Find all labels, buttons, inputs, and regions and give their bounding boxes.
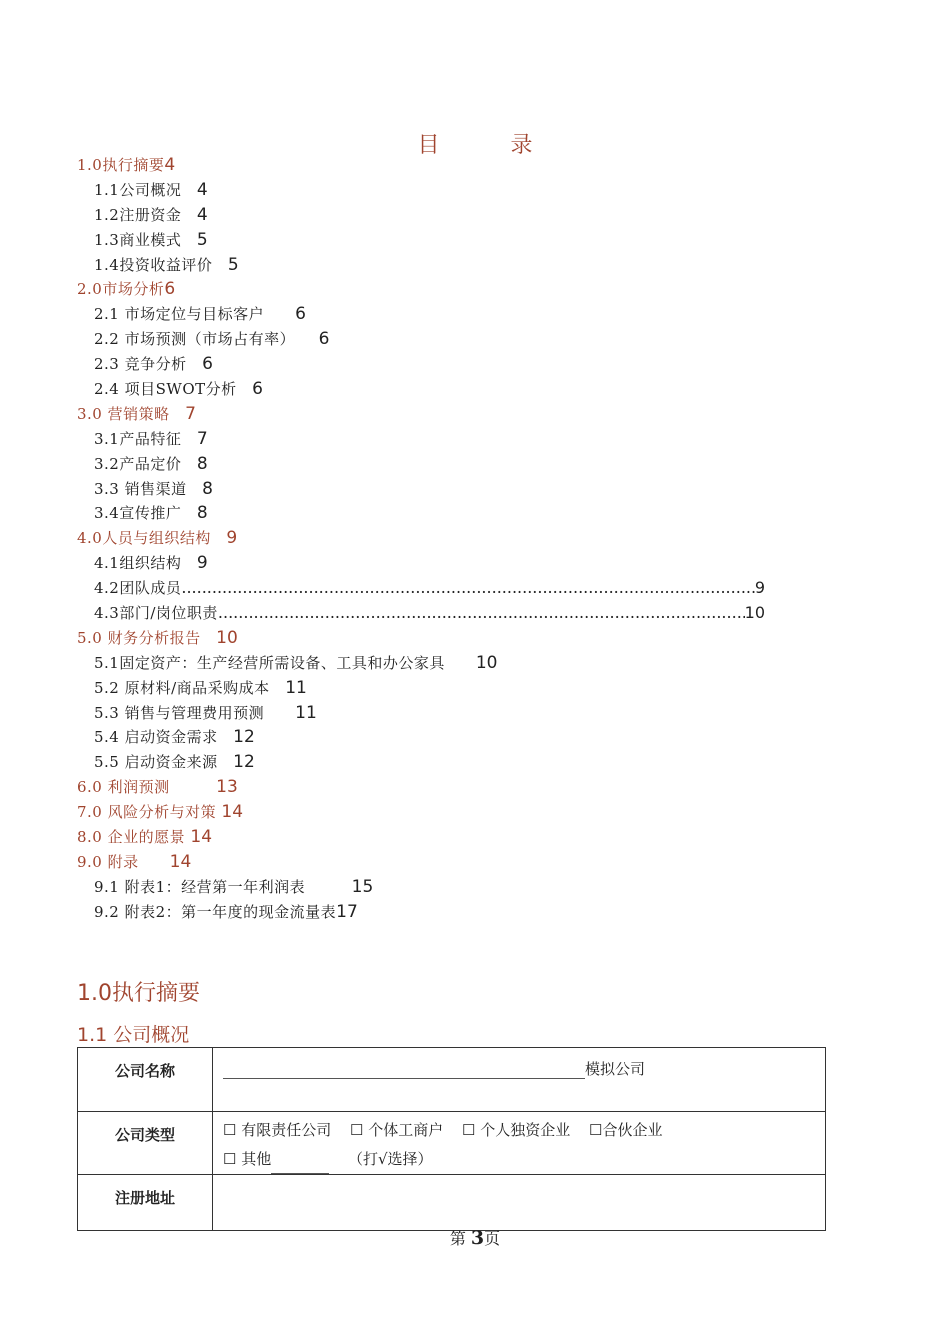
- toc-entry-title: 2.2 市场预测（市场占有率）: [94, 330, 319, 349]
- toc-entry[interactable]: [0, 875, 950, 900]
- toc-entry-title: 3.3 销售渠道: [94, 479, 203, 498]
- toc-entry-title: 8.0 企业的愿景: [77, 828, 191, 847]
- type-option-partnership[interactable]: ☐合伙企业: [589, 1121, 663, 1139]
- toc-entry-page: 7: [185, 403, 196, 424]
- type-option-llc[interactable]: ☐ 有限责任公司: [223, 1121, 332, 1139]
- table-of-contents: [0, 153, 950, 925]
- toc-entry-page: 9: [754, 578, 765, 598]
- company-type-label: 公司类型: [78, 1112, 213, 1175]
- other-underline[interactable]: [271, 1157, 329, 1174]
- toc-entry[interactable]: [0, 725, 950, 750]
- toc-entry[interactable]: [0, 775, 950, 800]
- toc-entry-title: 2.4 项目SWOT分析: [94, 380, 253, 399]
- toc-entry-title: 9.0 附录: [77, 852, 170, 871]
- toc-entry[interactable]: [0, 253, 950, 278]
- footer-prefix: 第: [449, 1229, 466, 1248]
- company-name-label: 公司名称: [78, 1048, 213, 1112]
- toc-entry-page: 15: [351, 876, 374, 897]
- toc-entry-title: 4.0人员与组织结构: [77, 529, 227, 548]
- toc-entry-page: 14: [221, 802, 244, 823]
- toc-entry[interactable]: [0, 800, 950, 825]
- company-info-table: [77, 1047, 826, 1231]
- type-option-individual[interactable]: ☐ 个体工商户: [350, 1121, 444, 1139]
- type-option-sole[interactable]: ☐ 个人独资企业: [462, 1121, 571, 1139]
- toc-entry-page: 5: [196, 229, 208, 250]
- toc-entry[interactable]: [0, 900, 950, 925]
- section-heading: 1.0执行摘要: [77, 981, 200, 1006]
- toc-entry-page: 12: [233, 752, 255, 773]
- toc-dot-leader: [181, 576, 754, 601]
- toc-entry[interactable]: [0, 626, 950, 651]
- toc-entry[interactable]: [0, 750, 950, 775]
- toc-entry-page: 11: [295, 702, 317, 723]
- toc-entry-title: 2.0市场分析: [77, 280, 165, 299]
- toc-entry[interactable]: [0, 551, 950, 576]
- toc-dot-leader: [218, 601, 745, 626]
- toc-entry-title: 5.2 原材料/商品采购成本: [94, 678, 286, 697]
- toc-entry-title: 9.1 附表1：经营第一年利润表: [94, 877, 352, 896]
- toc-entry[interactable]: [0, 850, 950, 875]
- toc-entry[interactable]: [0, 501, 950, 526]
- toc-entry-title: 3.1产品特征: [94, 429, 197, 448]
- toc-entry[interactable]: [0, 477, 950, 502]
- toc-entry-title: 1.2注册资金: [94, 205, 197, 224]
- toc-entry-page: 6: [295, 304, 306, 325]
- toc-entry-page: 8: [202, 478, 213, 499]
- type-other-row: [223, 1145, 815, 1174]
- toc-entry-title: 3.0 营销策略: [77, 404, 186, 423]
- toc-title: 目 录: [417, 133, 565, 158]
- toc-entry-title: 5.1固定资产：生产经营所需设备、工具和办公家具: [94, 653, 476, 672]
- type-note: （打√选择）: [348, 1150, 433, 1168]
- toc-entry-title: 9.2 附表2：第一年度的现金流量表: [94, 902, 337, 921]
- toc-entry-title: 2.3 竞争分析: [94, 355, 203, 374]
- blank-underline: [223, 1060, 585, 1079]
- toc-entry[interactable]: [0, 601, 765, 626]
- toc-entry-page: 8: [196, 503, 208, 524]
- toc-entry[interactable]: [0, 402, 950, 427]
- toc-entry[interactable]: [0, 203, 950, 228]
- toc-entry[interactable]: [0, 352, 950, 377]
- toc-entry-title: 2.1 市场定位与目标客户: [94, 305, 296, 324]
- toc-entry-page: 14: [169, 851, 192, 872]
- toc-entry[interactable]: [0, 302, 950, 327]
- toc-entry[interactable]: [0, 228, 950, 253]
- toc-entry-title: 7.0 风险分析与对策: [77, 803, 222, 822]
- type-option-other[interactable]: ☐ 其他: [223, 1150, 272, 1168]
- toc-entry-page: 8: [196, 453, 208, 474]
- toc-entry-page: 10: [475, 652, 498, 673]
- page-footer: [0, 1226, 950, 1249]
- toc-entry[interactable]: [0, 427, 950, 452]
- toc-entry-title: 4.3部门/岗位职责: [94, 604, 218, 623]
- toc-entry-title: 5.3 销售与管理费用预测: [94, 703, 296, 722]
- toc-entry-title: 6.0 利润预测: [77, 778, 217, 797]
- toc-entry-page: 6: [164, 279, 176, 300]
- toc-entry-page: 7: [196, 428, 208, 449]
- toc-entry-page: 4: [164, 155, 176, 175]
- toc-entry-title: 5.0 财务分析报告: [77, 628, 217, 647]
- subsection-heading: 1.1 公司概况: [77, 1024, 190, 1046]
- toc-entry-page: 10: [744, 603, 765, 623]
- type-options-row: [223, 1116, 815, 1145]
- toc-entry-page: 10: [216, 627, 238, 648]
- page-number: 3: [470, 1227, 485, 1249]
- toc-entry[interactable]: [0, 452, 950, 477]
- toc-entry-title: 5.5 启动资金来源: [94, 753, 234, 772]
- toc-entry-page: 9: [226, 528, 238, 549]
- toc-entry-page: 12: [233, 727, 255, 748]
- toc-entry-page: 5: [227, 254, 239, 275]
- address-label: 注册地址: [78, 1175, 213, 1231]
- toc-entry-page: 6: [202, 354, 213, 375]
- toc-entry-page: 13: [216, 777, 238, 798]
- footer-suffix: 页: [484, 1229, 501, 1248]
- table-row: [78, 1112, 826, 1175]
- toc-entry-page: 4: [196, 179, 208, 200]
- toc-entry[interactable]: [0, 576, 765, 601]
- toc-entry-page: 6: [318, 329, 330, 350]
- table-row: [78, 1048, 826, 1112]
- company-type-cell: [213, 1112, 826, 1175]
- toc-entry-title: 3.2产品定价: [94, 454, 197, 473]
- toc-entry[interactable]: [0, 178, 950, 203]
- toc-entry[interactable]: [0, 327, 950, 352]
- toc-entry[interactable]: [0, 701, 950, 726]
- toc-entry[interactable]: [0, 377, 950, 402]
- company-name-value: 模拟公司: [585, 1060, 646, 1078]
- toc-entry-title: 1.1公司概况: [94, 180, 197, 199]
- toc-entry-title: 3.4宣传推广: [94, 504, 197, 523]
- toc-entry-title: 4.2团队成员: [94, 579, 182, 598]
- toc-entry[interactable]: [0, 825, 950, 850]
- toc-entry[interactable]: [0, 676, 950, 701]
- toc-entry-title: 1.4投资收益评价: [94, 255, 228, 274]
- toc-entry[interactable]: [0, 526, 950, 551]
- toc-entry-title: 1.0执行摘要: [77, 156, 165, 174]
- toc-entry-page: 14: [190, 827, 213, 848]
- table-row: [78, 1175, 826, 1231]
- toc-entry[interactable]: [0, 277, 950, 302]
- toc-entry-page: 17: [336, 901, 358, 922]
- address-value[interactable]: [213, 1175, 826, 1231]
- toc-entry[interactable]: [0, 651, 950, 676]
- toc-entry-page: 4: [196, 204, 208, 225]
- toc-entry-title: 1.3商业模式: [94, 230, 197, 249]
- toc-entry[interactable]: [0, 153, 950, 178]
- company-name-cell: [213, 1048, 826, 1112]
- toc-entry-page: 11: [285, 677, 307, 698]
- toc-entry-title: 5.4 启动资金需求: [94, 728, 234, 747]
- toc-entry-title: 4.1组织结构: [94, 554, 197, 573]
- toc-entry-page: 9: [196, 553, 208, 574]
- toc-entry-page: 6: [252, 379, 263, 400]
